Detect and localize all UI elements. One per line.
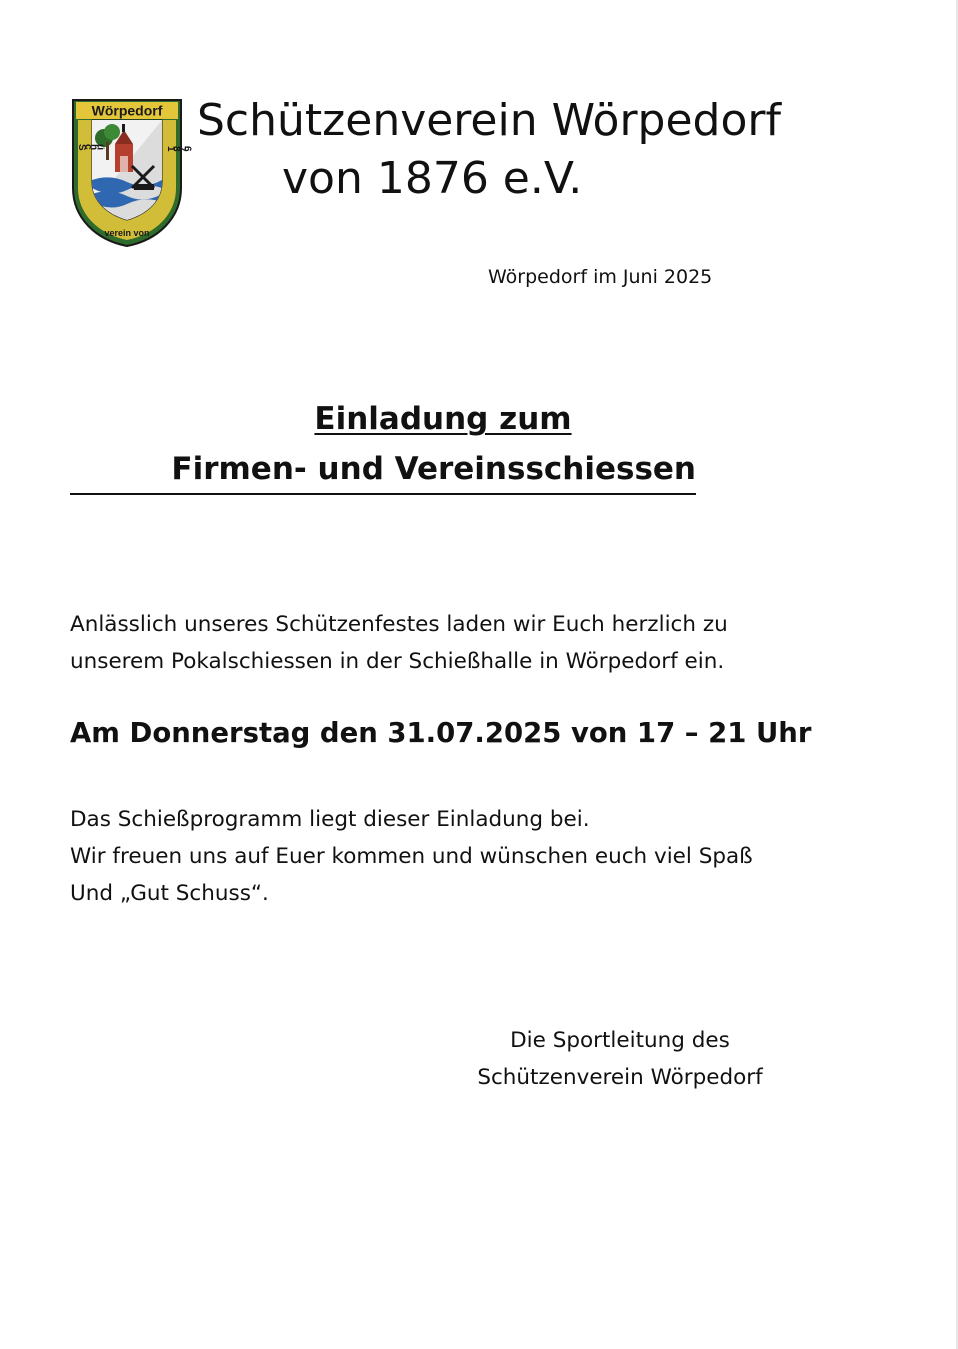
org-name-line2: von 1876 e.V. (282, 153, 583, 204)
closing-line: Wir freuen uns auf Euer kommen und wünschen euch viel Spaß (70, 844, 753, 869)
closing-line: Das Schießprogramm liegt dieser Einladung bei. (70, 807, 590, 832)
signature-line1: Die Sportleitung des (510, 1028, 730, 1053)
svg-text:Schü: Schü (76, 144, 106, 151)
intro-line: Anlässlich unseres Schützenfestes laden wir Euch herzlich zu (70, 612, 728, 637)
svg-text:verein von: verein von (104, 228, 150, 238)
closing-line: Und „Gut Schuss“. (70, 881, 269, 906)
intro-line: unserem Pokalschiessen in der Schießhalle in Wörpedorf ein. (70, 649, 725, 674)
organization-name (197, 92, 781, 208)
date-line: Wörpedorf im Juni 2025 (488, 266, 713, 288)
title-line1-wrapper (70, 392, 696, 446)
closing-paragraph (70, 801, 753, 912)
intro-paragraph (70, 606, 728, 680)
title-line2: Firmen- und Vereinsschiessen (70, 446, 696, 495)
club-crest-logo (70, 96, 193, 248)
title-line1: Einladung zum (314, 401, 572, 437)
signature-block (470, 1022, 770, 1096)
org-name-line1: Schützenverein Wörpedorf (197, 95, 781, 146)
signature-line2: Schützenverein Wörpedorf (477, 1065, 763, 1090)
svg-text:Wörpedorf: Wörpedorf (91, 102, 163, 119)
event-date: Am Donnerstag den 31.07.2025 von 17 – 21 Uhr (70, 717, 812, 749)
svg-text:1876: 1876 (165, 146, 193, 152)
invitation-title (70, 392, 696, 495)
